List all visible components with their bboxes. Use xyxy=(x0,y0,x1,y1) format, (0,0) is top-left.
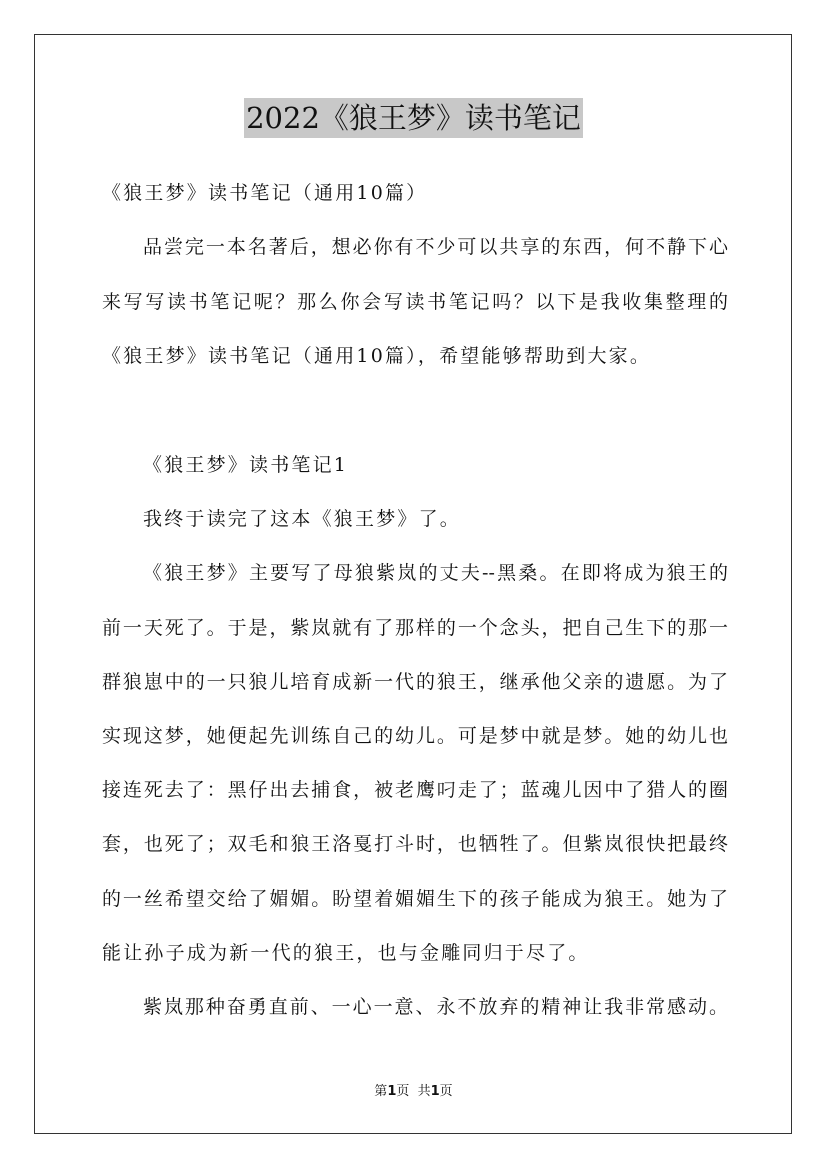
para2-line-6: 套，也死了；双毛和狼王洛戛打斗时，也牺牲了。但紫岚很快把最终 xyxy=(102,833,728,855)
footer-page-mid: 页 共 xyxy=(396,1084,431,1099)
footer-total-pages: 1 xyxy=(430,1084,440,1099)
para2-line-5: 接连死去了：黑仔出去捕食，被老鹰叼走了；蓝魂儿因中了猎人的圈 xyxy=(102,779,728,801)
intro-line-2: 来写写读书笔记呢？那么你会写读书笔记吗？以下是我收集整理的 xyxy=(102,291,728,313)
para3-line-1: 紫岚那种奋勇直前、一心一意、永不放弃的精神让我非常感动。 xyxy=(143,996,728,1018)
para2-line-4: 实现这梦，她便起先训练自己的幼儿。可是梦中就是梦。她的幼儿也 xyxy=(102,725,728,747)
document-subtitle: 《狼王梦》读书笔记（通用10篇） xyxy=(102,182,428,204)
page-footer xyxy=(0,1083,827,1101)
para2-line-1: 《狼王梦》主要写了母狼紫岚的丈夫--黑桑。在即将成为狼王的 xyxy=(143,562,728,584)
para2-line-2: 前一天死了。于是，紫岚就有了那样的一个念头，把自己生下的那一 xyxy=(102,617,728,639)
document-title: 2022《狼王梦》读书笔记 xyxy=(244,98,583,138)
title-container xyxy=(0,98,827,138)
footer-page-number: 1 xyxy=(387,1084,397,1099)
para1-line-1: 我终于读完了这本《狼王梦》了。 xyxy=(143,508,462,530)
para2-line-8: 能让孙子成为新一代的狼王，也与金雕同归于尽了。 xyxy=(102,942,590,964)
section-heading: 《狼王梦》读书笔记1 xyxy=(143,454,349,476)
para2-line-7: 的一丝希望交给了媚媚。盼望着媚媚生下的孩子能成为狼王。她为了 xyxy=(102,888,728,910)
intro-line-3: 《狼王梦》读书笔记（通用10篇），希望能够帮助到大家。 xyxy=(102,345,652,367)
intro-line-1: 品尝完一本名著后，想必你有不少可以共享的东西，何不静下心 xyxy=(143,236,728,258)
footer-page-suffix: 页 xyxy=(439,1084,453,1099)
para2-line-3: 群狼崽中的一只狼儿培育成新一代的狼王，继承他父亲的遗愿。为了 xyxy=(102,671,728,693)
footer-page-prefix: 第 xyxy=(374,1084,388,1099)
